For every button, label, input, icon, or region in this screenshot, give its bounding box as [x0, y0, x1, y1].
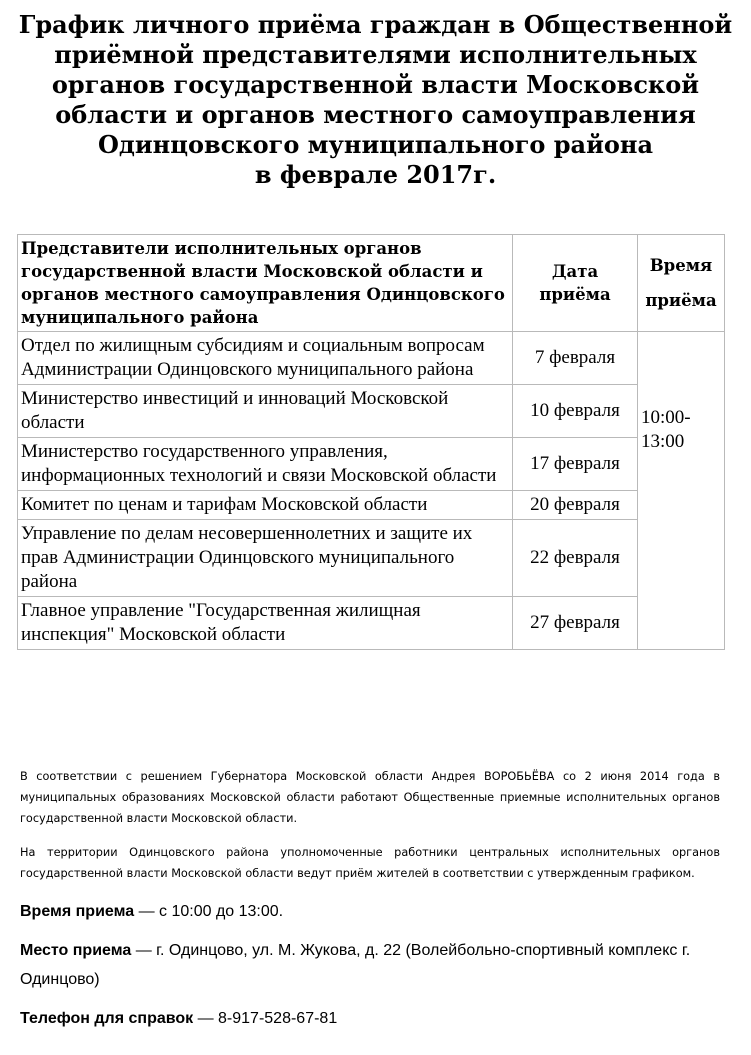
reception-place [20, 936, 720, 994]
cell-organization: Управление по делам несовершеннолетних и защите их прав Администрации Одинцовского муниципального района [18, 520, 513, 597]
title-line: в феврале 2017г. [254, 160, 497, 189]
cell-date: 27 февраля [513, 597, 638, 650]
cell-date: 22 февраля [513, 520, 638, 597]
cell-date: 10 февраля [513, 385, 638, 438]
reference-phone-label: Телефон для справок [20, 1010, 194, 1027]
notes-section [20, 766, 720, 1043]
title-line: Одинцовского муниципального района [97, 130, 654, 159]
header-time-line1: Время [649, 256, 713, 275]
title-line: приёмной представителями исполнительных [54, 40, 697, 69]
table-header-row [18, 235, 725, 332]
title-line: График личного приёма граждан в Общественной [18, 10, 733, 39]
header-date: Дата приёма [513, 235, 638, 332]
reception-time [20, 897, 720, 926]
reference-phone [20, 1004, 720, 1033]
cell-organization: Министерство инвестиций и инноваций Московской области [18, 385, 513, 438]
reference-phone-value: — 8-917-528-67-81 [193, 1010, 338, 1027]
table-row [18, 332, 725, 385]
table-row [18, 438, 725, 491]
table-row [18, 491, 725, 520]
note-paragraph-district: На территории Одинцовского района уполномоченные работники центральных исполнительных органов государственной власти Московской области ведут приём жителей в соответствии с утвержденным графиком. [20, 846, 720, 880]
reception-time-value: — с 10:00 до 13:00. [134, 903, 284, 920]
header-time-line2: приёма [645, 291, 717, 310]
table-row [18, 520, 725, 597]
cell-date: 17 февраля [513, 438, 638, 491]
title-line: органов государственной власти Московской [51, 70, 700, 99]
reception-place-label: Место приема [20, 942, 132, 959]
schedule-table [17, 234, 725, 650]
reception-place-value: — г. Одинцово, ул. М. Жукова, д. 22 (Волейбольно-спортивный комплекс г. Одинцово) [20, 942, 691, 988]
cell-time: 10:00-13:00 [638, 332, 725, 650]
cell-organization: Комитет по ценам и тарифам Московской области [18, 491, 513, 520]
header-organization: Представители исполнительных органов государственной власти Московской области и органов местного самоуправления Одинцовского муниципального района [18, 235, 513, 332]
cell-date: 20 февраля [513, 491, 638, 520]
cell-date: 7 февраля [513, 332, 638, 385]
cell-organization: Главное управление "Государственная жилищная инспекция" Московской области [18, 597, 513, 650]
note-paragraph-governor: В соответствии с решением Губернатора Московской области Андрея ВОРОБЬЁВА со 2 июня 2014 года в муниципальных образованиях Московской области работают Общественные приемные исполнительных органов государственной власти Московской области. [20, 770, 720, 825]
header-time [638, 235, 725, 332]
cell-organization: Отдел по жилищным субсидиям и социальным вопросам Администрации Одинцовского муниципального района [18, 332, 513, 385]
title-line: области и органов местного самоуправления [55, 100, 696, 129]
table-row [18, 385, 725, 438]
table-row [18, 597, 725, 650]
page-title [0, 10, 751, 190]
reception-time-label: Время приема [20, 903, 135, 920]
cell-organization: Министерство государственного управления, информационных технологий и связи Московской области [18, 438, 513, 491]
